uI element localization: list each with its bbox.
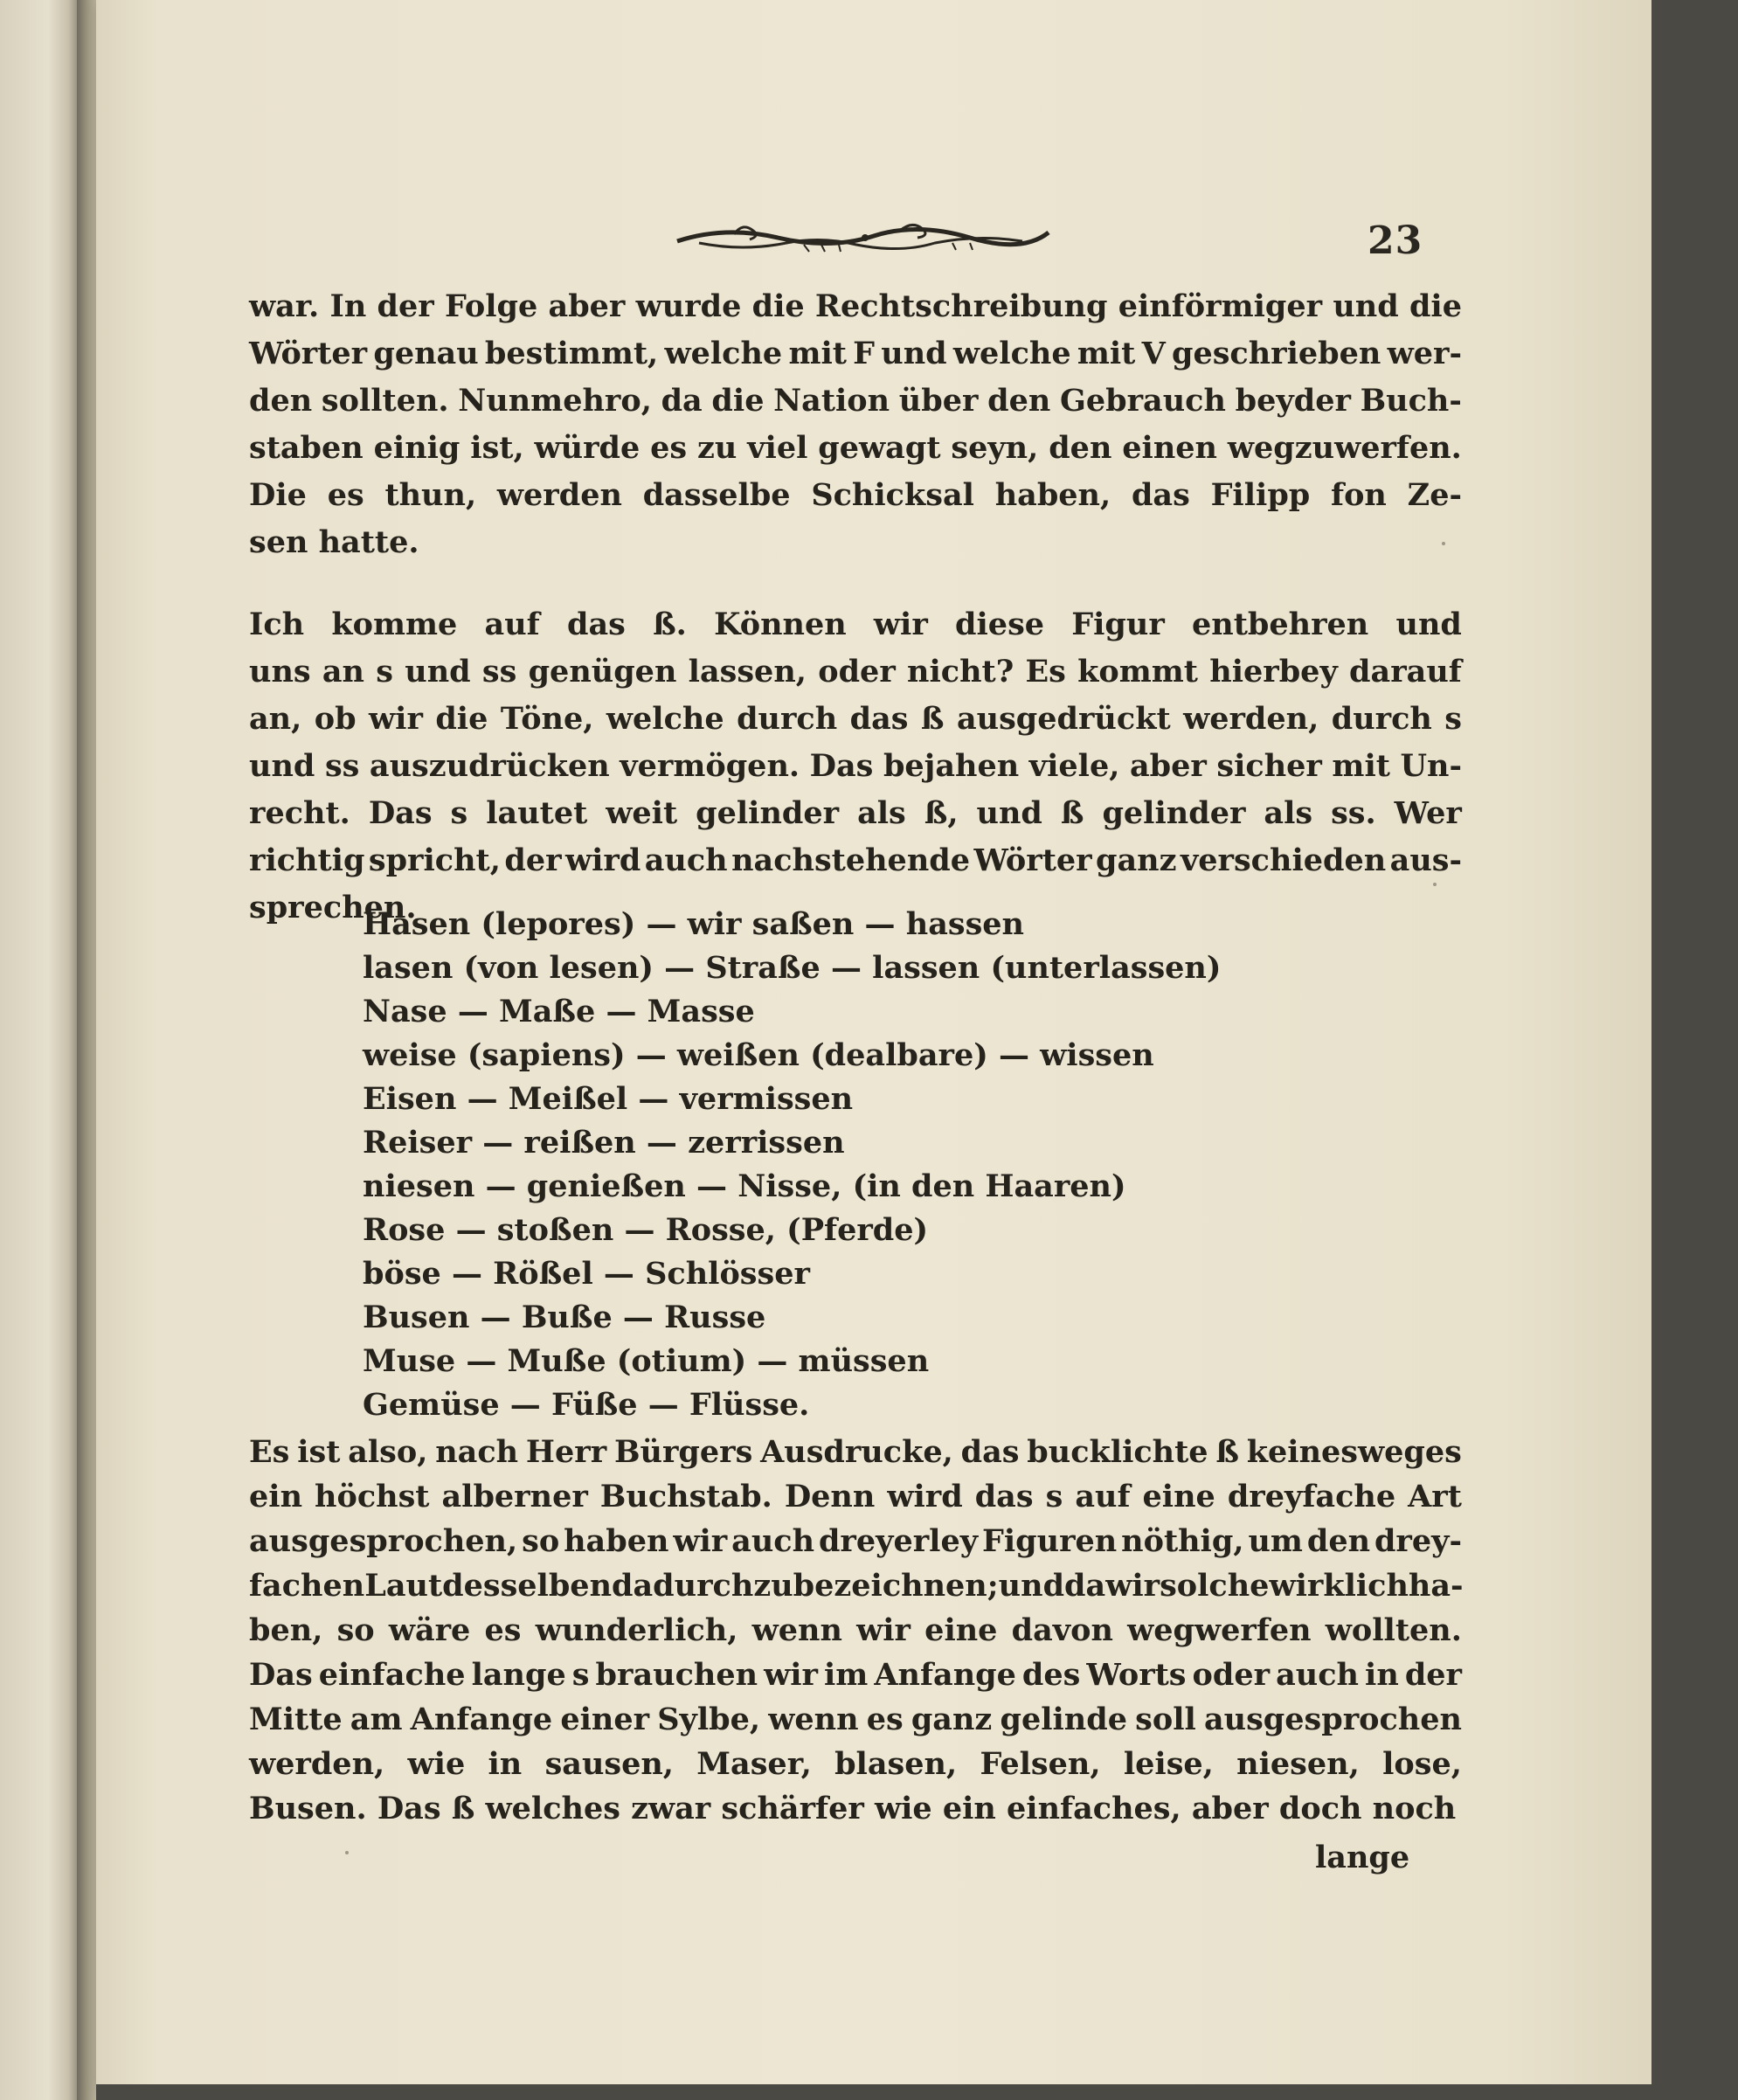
paragraph-3-line: Das einfache lange s brauchen wir im Anfange des Worts oder auch in der <box>249 1657 1462 1693</box>
catchword: lange <box>1315 1840 1410 1875</box>
paragraph-3-line: fachen Laut desselben dadurch zu bezeichnen; und da wir solche wirklich ha- <box>249 1568 1464 1604</box>
paragraph-3-line: ein höchst alberner Buchstab. Denn wird das s auf eine dreyfache Art <box>249 1479 1462 1514</box>
paragraph-1-line: den sollten. Nunmehro, da die Nation über den Gebrauch beyder Buch- <box>249 383 1462 419</box>
paragraph-2-line: recht. Das s lautet weit gelinder als ß, und ß gelinder als ss. Wer <box>249 795 1462 831</box>
paragraph-2-line: an, ob wir die Töne, welche durch das ß ausgedrückt werden, durch s <box>249 701 1462 737</box>
header-ornament-icon <box>673 217 1057 255</box>
paragraph-2-line: richtig spricht, der wird auch nachstehende Wörter ganz verschieden aus- <box>249 842 1462 878</box>
page-number: 23 <box>1368 218 1423 263</box>
background-bottom <box>96 2084 1660 2100</box>
paragraph-3-line: Es ist also, nach Herr Bürgers Ausdrucke, das bucklichte ß keinesweges <box>249 1434 1462 1470</box>
left-page-edge <box>0 0 80 2100</box>
paragraph-3-line: Mitte am Anfange einer Sylbe, wenn es ganz gelinde soll ausgesprochen <box>249 1701 1462 1737</box>
paragraph-3-line: ausgesprochen, so haben wir auch dreyerley Figuren nöthig, um den drey- <box>249 1523 1462 1559</box>
paragraph-3-line: ben, so wäre es wunderlich, wenn wir eine davon wegwerfen wollten. <box>249 1612 1462 1648</box>
paragraph-1-line: staben einig ist, würde es zu viel gewagt seyn, den einen wegzuwerfen. <box>249 430 1462 466</box>
paragraph-1-line: Die es thun, werden dasselbe Schicksal haben, das Filipp fon Ze- <box>249 477 1462 513</box>
paragraph-1-line: war. In der Folge aber wurde die Rechtschreibung einförmiger und die <box>249 288 1462 324</box>
paragraph-2-line: Ich komme auf das ß. Können wir diese Figur entbehren und <box>249 606 1462 642</box>
paragraph-2-line: uns an s und ss genügen lassen, oder nicht? Es kommt hierbey darauf <box>249 654 1462 690</box>
paragraph-2-line: und ss auszudrücken vermögen. Das bejahen viele, aber sicher mit Un- <box>249 748 1462 784</box>
paragraph-1-line: sen hatte. <box>249 524 419 560</box>
paragraph-2-line: sprechen. <box>249 890 417 925</box>
paragraph-3-line: werden, wie in sausen, Maser, blasen, Felsen, leise, niesen, lose, <box>249 1746 1462 1782</box>
background-right <box>1651 0 1738 2100</box>
paragraph-1-line: Wörter genau bestimmt, welche mit F und welche mit V geschrieben wer- <box>249 336 1462 371</box>
paragraph-3-line: Busen. Das ß welches zwar schärfer wie ein einfaches, aber doch noch <box>249 1791 1457 1826</box>
